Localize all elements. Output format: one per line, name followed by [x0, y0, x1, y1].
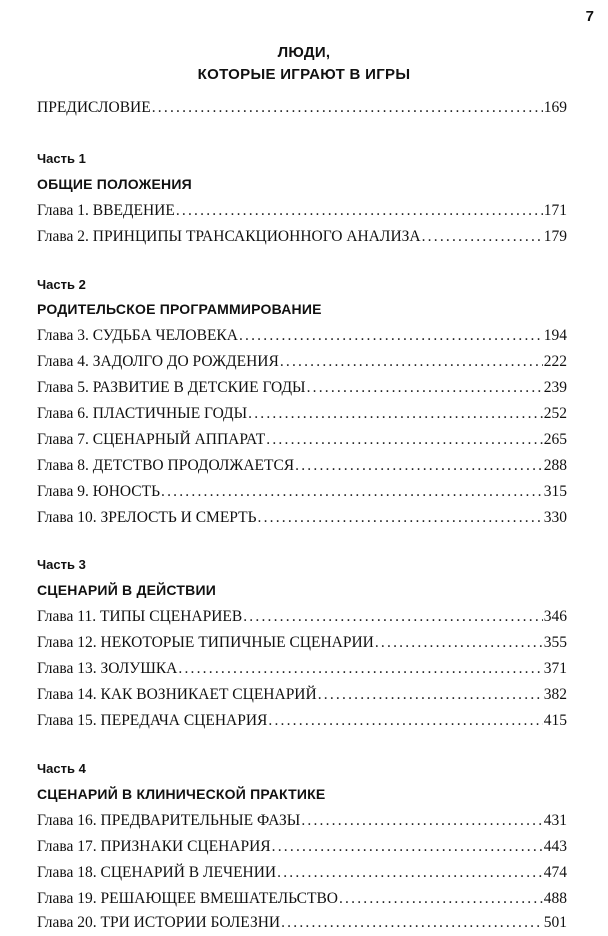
toc-entry-chapter-18[interactable] [37, 860, 567, 886]
toc-entry-page: 169 [543, 99, 567, 116]
dot-leader [281, 910, 543, 936]
toc-entry-page: 488 [543, 890, 567, 907]
toc-entry-page: 265 [543, 431, 567, 448]
toc-entry-page: 474 [543, 864, 567, 881]
dot-leader [318, 682, 543, 708]
toc-entry-label: Глава 5. РАЗВИТИЕ В ДЕТСКИЕ ГОДЫ [37, 379, 306, 396]
dot-leader [152, 95, 543, 121]
toc-entry-label: Глава 12. НЕКОТОРЫЕ ТИПИЧНЫЕ СЦЕНАРИИ [37, 634, 374, 651]
toc-entry-page: 330 [543, 509, 567, 526]
dot-leader [295, 453, 543, 479]
toc-entry-chapter-11[interactable] [37, 604, 567, 630]
toc-entry-page: 171 [543, 202, 567, 219]
toc-entry-chapter-17[interactable] [37, 834, 567, 860]
title-line-1: ЛЮДИ, [277, 44, 331, 61]
part-2-title: РОДИТЕЛЬСКОЕ ПРОГРАММИРОВАНИЕ [37, 301, 322, 317]
page-title [0, 42, 608, 86]
part-3-title: СЦЕНАРИЙ В ДЕЙСТВИИ [37, 582, 216, 598]
dot-leader [280, 349, 543, 375]
dot-leader [307, 375, 543, 401]
dot-leader [266, 427, 542, 453]
toc-entry-page: 346 [543, 608, 567, 625]
toc-entry-page: 415 [543, 712, 567, 729]
toc-entry-chapter-14[interactable] [37, 682, 567, 708]
toc-entry-chapter-8[interactable] [37, 453, 567, 479]
dot-leader [375, 630, 543, 656]
page-number: 7 [585, 8, 594, 25]
toc-entry-chapter-12[interactable] [37, 630, 567, 656]
toc-entry-chapter-1[interactable] [37, 198, 567, 224]
part-1-title: ОБЩИЕ ПОЛОЖЕНИЯ [37, 176, 192, 192]
toc-entry-label: Глава 7. СЦЕНАРНЫЙ АППАРАТ [37, 431, 266, 448]
toc-entry-page: 443 [543, 838, 567, 855]
toc-entry-label: Глава 14. КАК ВОЗНИКАЕТ СЦЕНАРИЙ [37, 686, 317, 703]
toc-entry-page: 252 [543, 405, 567, 422]
toc-entry-chapter-16[interactable] [37, 808, 567, 834]
dot-leader [301, 808, 542, 834]
toc-entry-label: Глава 20. ТРИ ИСТОРИИ БОЛЕЗНИ [37, 914, 281, 931]
toc-entry-chapter-6[interactable] [37, 401, 567, 427]
dot-leader [176, 198, 543, 224]
toc-entry-page: 371 [543, 660, 567, 677]
toc-entry-label: Глава 1. ВВЕДЕНИЕ [37, 202, 175, 219]
toc-entry-label: Глава 9. ЮНОСТЬ [37, 483, 160, 500]
toc-entry-label: Глава 3. СУДЬБА ЧЕЛОВЕКА [37, 327, 238, 344]
toc-entry-chapter-5[interactable] [37, 375, 567, 401]
toc-entry-label: Глава 11. ТИПЫ СЦЕНАРИЕВ [37, 608, 243, 625]
toc-entry-label: Глава 2. ПРИНЦИПЫ ТРАНСАКЦИОННОГО АНАЛИЗА [37, 228, 421, 245]
toc-entry-label: ПРЕДИСЛОВИЕ [37, 99, 151, 116]
part-1-label: Часть 1 [37, 151, 86, 166]
toc-entry-label: Глава 18. СЦЕНАРИЙ В ЛЕЧЕНИИ [37, 864, 277, 881]
part-4-label: Часть 4 [37, 761, 86, 776]
toc-entry-label: Глава 15. ПЕРЕДАЧА СЦЕНАРИЯ [37, 712, 268, 729]
toc-entry-preface[interactable] [37, 95, 567, 121]
dot-leader [272, 834, 543, 860]
toc-entry-page: 315 [543, 483, 567, 500]
toc-entry-page: 222 [543, 353, 567, 370]
toc-entry-page: 239 [543, 379, 567, 396]
dot-leader [258, 505, 543, 531]
dot-leader [422, 224, 543, 250]
toc-entry-page: 431 [543, 812, 567, 829]
part-3-label: Часть 3 [37, 557, 86, 572]
dot-leader [178, 656, 542, 682]
dot-leader [339, 886, 543, 912]
toc-entry-page: 355 [543, 634, 567, 651]
toc-entry-label: Глава 8. ДЕТСТВО ПРОДОЛЖАЕТСЯ [37, 457, 295, 474]
toc-entry-chapter-10[interactable] [37, 505, 567, 531]
toc-entry-chapter-4[interactable] [37, 349, 567, 375]
toc-entry-chapter-3[interactable] [37, 323, 567, 349]
toc-entry-label: Глава 16. ПРЕДВАРИТЕЛЬНЫЕ ФАЗЫ [37, 812, 301, 829]
toc-entry-page: 501 [543, 914, 567, 931]
toc-entry-chapter-7[interactable] [37, 427, 567, 453]
dot-leader [161, 479, 543, 505]
toc-entry-page: 179 [543, 228, 567, 245]
part-4-title: СЦЕНАРИЙ В КЛИНИЧЕСКОЙ ПРАКТИКЕ [37, 786, 326, 802]
toc-entry-chapter-13[interactable] [37, 656, 567, 682]
dot-leader [239, 323, 543, 349]
toc-entry-chapter-15[interactable] [37, 708, 567, 734]
toc-entry-label: Глава 6. ПЛАСТИЧНЫЕ ГОДЫ [37, 405, 248, 422]
toc-entry-chapter-20[interactable] [37, 910, 567, 936]
toc-entry-chapter-2[interactable] [37, 224, 567, 250]
toc-entry-label: Глава 17. ПРИЗНАКИ СЦЕНАРИЯ [37, 838, 271, 855]
dot-leader [268, 708, 542, 734]
part-2-label: Часть 2 [37, 277, 86, 292]
toc-entry-page: 382 [543, 686, 567, 703]
dot-leader [248, 401, 543, 427]
toc-entry-chapter-19[interactable] [37, 886, 567, 912]
toc-entry-page: 194 [543, 327, 567, 344]
toc-entry-label: Глава 10. ЗРЕЛОСТЬ И СМЕРТЬ [37, 509, 257, 526]
toc-entry-page: 288 [543, 457, 567, 474]
title-line-2: КОТОРЫЕ ИГРАЮТ В ИГРЫ [197, 66, 411, 83]
toc-entry-label: Глава 4. ЗАДОЛГО ДО РОЖДЕНИЯ [37, 353, 279, 370]
dot-leader [243, 604, 543, 630]
toc-entry-label: Глава 19. РЕШАЮЩЕЕ ВМЕШАТЕЛЬСТВО [37, 890, 338, 907]
dot-leader [277, 860, 543, 886]
toc-entry-label: Глава 13. ЗОЛУШКА [37, 660, 178, 677]
toc-entry-chapter-9[interactable] [37, 479, 567, 505]
